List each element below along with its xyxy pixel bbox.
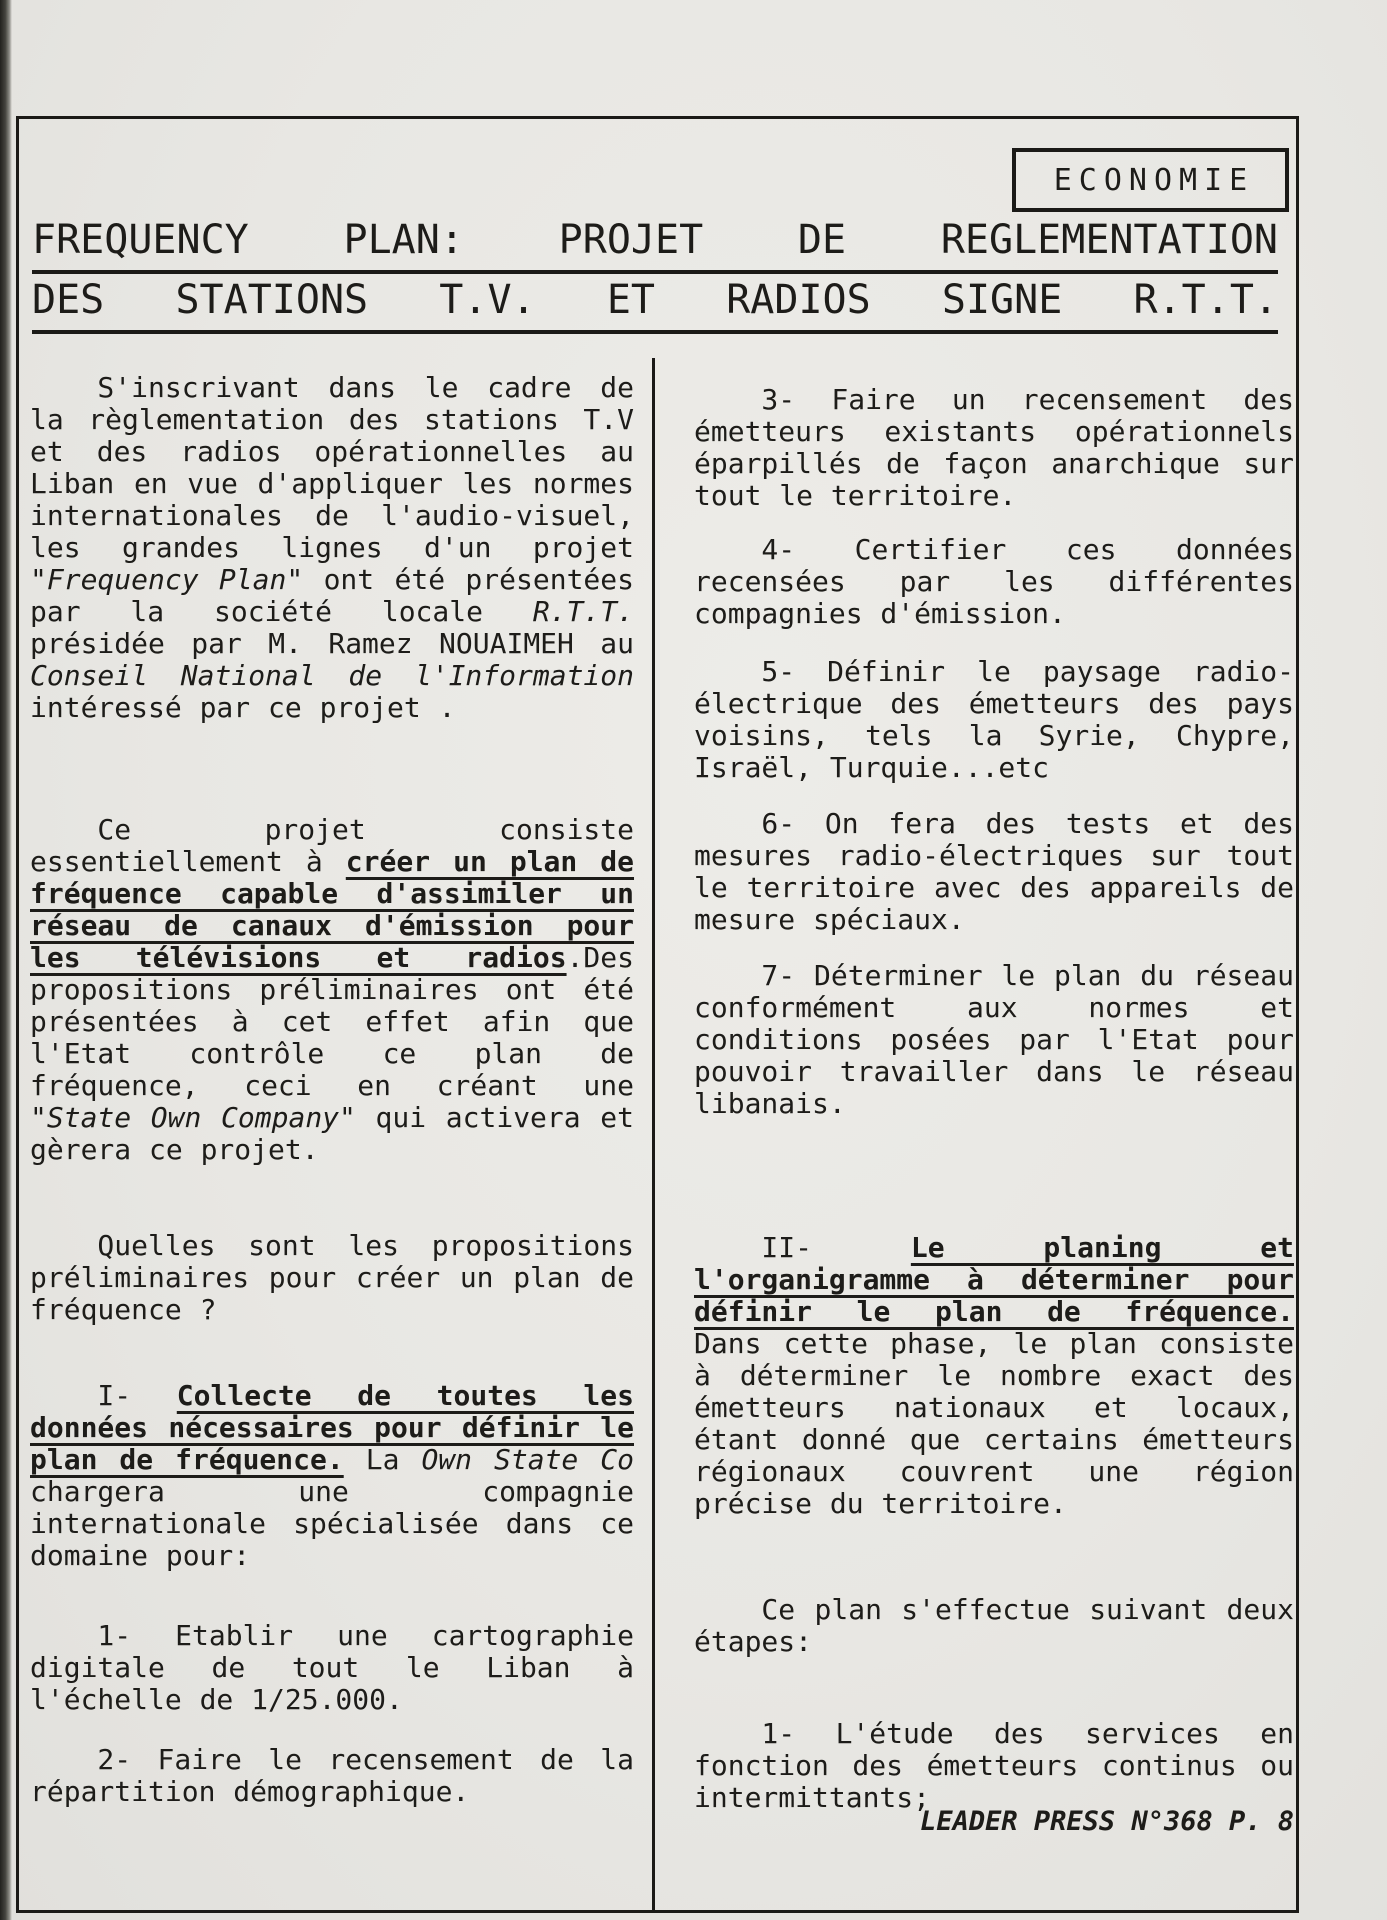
text-run: Quelles sont les propositions préliminaires pour créer un plan de fréquence ? <box>30 1229 634 1326</box>
text-run: 4- Certifier ces données recensées par les différentes compagnies d'émission. <box>694 533 1294 630</box>
right-list-item-5 <box>694 656 1294 784</box>
text-run: chargera une compagnie internationale spécialisée dans ce domaine pour: <box>30 1475 634 1572</box>
text-run: 3- Faire un recensement des émetteurs existants opérationnels éparpillés de façon anarchique sur tout le territoire. <box>694 383 1294 512</box>
section-badge <box>1012 148 1289 212</box>
column-divider-rule <box>652 358 655 1910</box>
text-run: 7- Déterminer le plan du réseau conformément aux normes et conditions posées par l'Etat pour pouvoir travailler dans le réseau libanais. <box>694 959 1294 1120</box>
italic-run-conseil-national: Conseil National de l'Information <box>30 659 634 692</box>
italic-run-rtt: R.T.T. <box>532 595 634 628</box>
right-list-item-7 <box>694 960 1294 1120</box>
right-list-item-4 <box>694 534 1294 630</box>
text-run: La <box>343 1443 422 1476</box>
article-title-line-2: DES STATIONS T.V. ET RADIOS SIGNE R.T.T. <box>32 278 1278 334</box>
text-run: Dans cette phase, le plan consiste à déterminer le nombre exact des émetteurs nationaux et locaux, étant donné que certains émetteurs régionaux couvrent une région précise du territoire. <box>694 1327 1294 1520</box>
left-paragraph-project <box>30 814 634 1166</box>
scan-edge-shadow <box>0 0 12 1920</box>
left-paragraph-section-1 <box>30 1380 634 1572</box>
underlined-run-plan-objective: créer un plan de fréquence capable d'assimiler un réseau de canaux d'émission pour les télévisions et radios <box>30 845 635 974</box>
text-run: 2- Faire le recensement de la répartition démographique. <box>30 1743 634 1808</box>
italic-run-state-own-company: "State Own Company" <box>30 1101 356 1134</box>
press-credit: LEADER PRESS N°368 P. 8 <box>920 1806 1294 1837</box>
left-paragraph-question <box>30 1230 634 1326</box>
text-run: 6- On fera des tests et des mesures radio-électriques sur tout le territoire avec des appareils de mesure spéciaux. <box>694 807 1294 936</box>
right-list-item-step-1 <box>694 1718 1294 1814</box>
text-run: .Des propositions préliminaires ont été présentées à cet effet afin que l'Etat contrôle ce plan de fréquence, ceci en créant une <box>30 941 634 1102</box>
right-list-item-6 <box>694 808 1294 936</box>
underlined-run-section-2-heading: Le planing et l'organigramme à déterminer pour définir le plan de fréquence. <box>694 1231 1294 1328</box>
text-run: Ce plan s'effectue suivant deux étapes: <box>694 1593 1294 1658</box>
left-paragraph-intro <box>30 372 634 724</box>
italic-run-own-state-co: Own State Co <box>421 1443 635 1476</box>
text-run: intéressé par ce projet . <box>30 691 456 724</box>
text-run: S'inscrivant dans le cadre de la règlementation des stations T.V et des radios opérationnelles au Liban en vue d'appliquer les normes internationales de l'audio-visuel, les grandes lignes d'un projet <box>30 371 634 564</box>
right-paragraph-steps <box>694 1594 1294 1658</box>
numeral-run: I- <box>97 1379 177 1412</box>
text-run: 5- Définir le paysage radio-électrique des émetteurs des pays voisins, tels la Syrie, Chypre, Israël, Turquie...etc <box>694 655 1294 784</box>
underlined-run-section-1-heading: Collecte de toutes les données nécessaires pour définir le plan de fréquence. <box>30 1379 634 1476</box>
left-list-item-2 <box>30 1744 634 1808</box>
article-title-line-1: FREQUENCY PLAN: PROJET DE REGLEMENTATION <box>32 218 1278 274</box>
text-run: Ce projet consiste essentiellement à <box>30 813 634 878</box>
section-badge-label: ECONOMIE <box>1053 162 1255 198</box>
right-paragraph-section-2 <box>694 1232 1294 1520</box>
left-list-item-1 <box>30 1620 634 1716</box>
text-run: ont été présentées par la société locale <box>30 563 634 628</box>
text-run: qui activera et gèrera ce projet. <box>30 1101 634 1166</box>
text-run: 1- L'étude des services en fonction des émetteurs continus ou intermittants; <box>694 1717 1294 1814</box>
numeral-run: II- <box>761 1231 911 1264</box>
text-run: 1- Etablir une cartographie digitale de tout le Liban à l'échelle de 1/25.000. <box>30 1619 634 1716</box>
text-run: présidée par M. Ramez NOUAIMEH au <box>30 627 634 660</box>
right-list-item-3 <box>694 384 1294 512</box>
section-2-heading-block <box>694 1232 1294 1328</box>
italic-run-frequency-plan: "Frequency Plan" <box>30 563 304 596</box>
